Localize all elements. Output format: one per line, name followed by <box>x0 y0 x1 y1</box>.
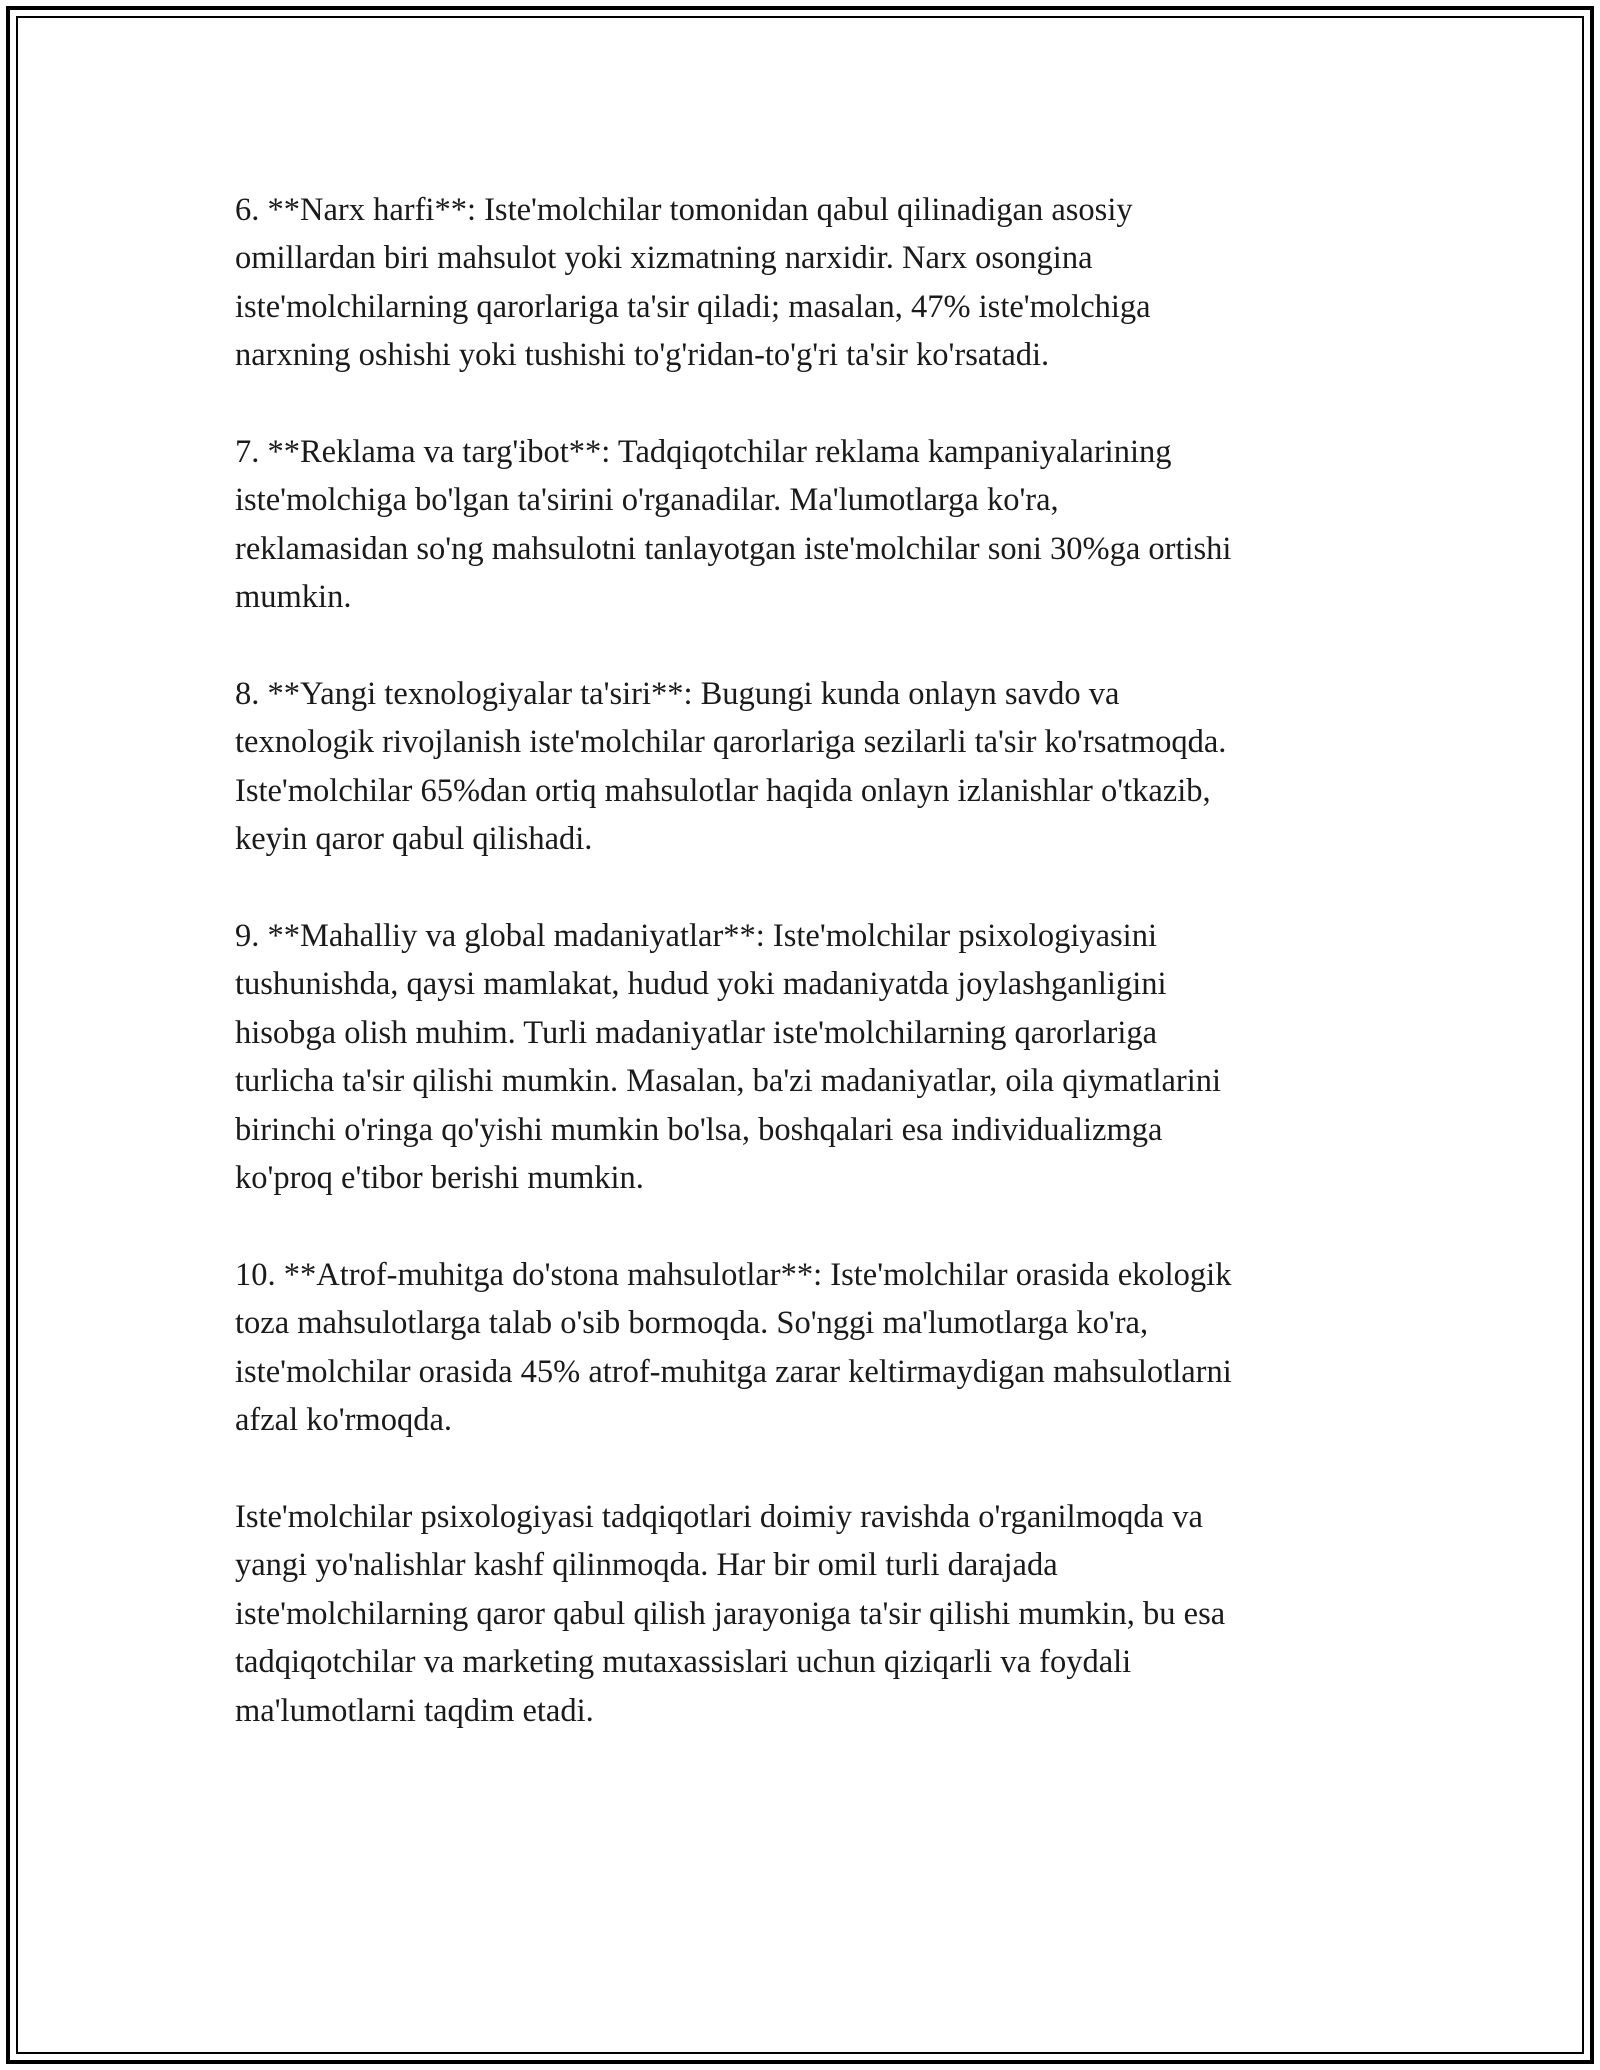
paragraph-7-advertising: 7. **Reklama va targ'ibot**: Tadqiqotchilar reklama kampaniyalarining iste'molchiga bo'lgan ta'sirini o'rganadilar. Ma'lumotlarga ko'ra, reklamasidan so'ng mahsulotni tanlayotgan iste'molchilar soni 30%ga ortishi mumkin. <box>235 434 1232 616</box>
paragraph-6-price: 6. **Narx harfi**: Iste'molchilar tomonidan qabul qilinadigan asosiy omillardan biri mahsulot yoki xizmatning narxidir. Narx osongina iste'molchilarning qarorlariga ta'sir qiladi; masalan, 47% iste'molchiga narxning oshishi yoki tushishi to'g'ridan-to'g'ri ta'sir ko'rsatadi. <box>235 192 1151 374</box>
paragraph-9-culture: 9. **Mahalliy va global madaniyatlar**: Iste'molchilar psixologiyasini tushunishda, qaysi mamlakat, hudud yoki madaniyatda joylashganligini hisobga olish muhim. Turli madaniyatlar iste'molchilarning qarorlariga turlicha ta'sir qilishi mumkin. Masalan, ba'zi madaniyatlar, oila qiymatlarini birinchi o'ringa qo'yishi mumkin bo'lsa, boshqalari esa individualizmga ko'proq e'tibor berishi mumkin. <box>235 918 1222 1197</box>
paragraph-conclusion: Iste'molchilar psixologiyasi tadqiqotlari doimiy ravishda o'rganilmoqda va yangi yo'nalishlar kashf qilinmoqda. Har bir omil turli darajada iste'molchilarning qaror qabul qilish jarayoniga ta'sir qilishi mumkin, bu esa tadqiqotchilar va marketing mutaxassislari uchun qiziqarli va foydali ma'lumotlarni taqdim etadi. <box>235 1498 1226 1729</box>
document-body <box>235 186 1385 1783</box>
paragraph-8-technology: 8. **Yangi texnologiyalar ta'siri**: Bugungi kunda onlayn savdo va texnologik rivojlanish iste'molchilar qarorlariga sezilarli ta'sir ko'rsatmoqda. Iste'molchilar 65%dan ortiq mahsulotlar haqida onlayn izlanishlar o'tkazib, keyin qaror qabul qilishadi. <box>235 676 1227 858</box>
paragraph-10-eco-products: 10. **Atrof-muhitga do'stona mahsulotlar**: Iste'molchilar orasida ekologik toza mahsulotlarga talab o'sib bormoqda. So'nggi ma'lumotlarga ko'ra, iste'molchilar orasida 45% atrof-muhitga zarar keltirmaydigan mahsulotlarni afzal ko'rmoqda. <box>235 1256 1232 1439</box>
